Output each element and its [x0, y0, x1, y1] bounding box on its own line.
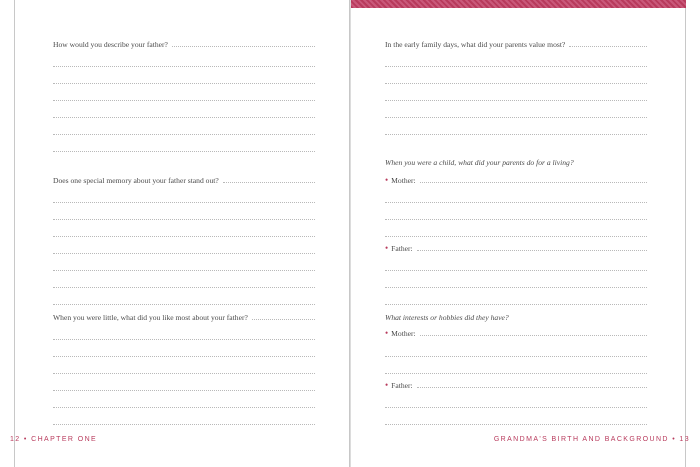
field-label: Father: [391, 244, 413, 253]
heading-parents-occupation [385, 158, 647, 167]
answer-line[interactable] [53, 253, 315, 254]
bullet-icon: • [385, 380, 389, 390]
answer-line[interactable] [53, 236, 315, 237]
answer-line[interactable] [53, 151, 315, 152]
answer-line[interactable] [53, 373, 315, 374]
answer-line[interactable] [420, 335, 647, 336]
heading-parents-hobbies [385, 313, 647, 322]
answer-line[interactable] [172, 45, 315, 47]
question-text: How would you describe your father? [53, 40, 168, 49]
answer-line[interactable] [53, 134, 315, 135]
page-edge-left [0, 0, 15, 467]
section-heading: What interests or hobbies did they have? [385, 313, 509, 322]
answer-line[interactable] [385, 134, 647, 135]
answer-line[interactable] [385, 287, 647, 288]
answer-line[interactable] [252, 318, 315, 320]
answer-line[interactable] [53, 117, 315, 118]
question-father-memory [53, 176, 315, 185]
answer-line[interactable] [385, 100, 647, 101]
answer-line[interactable] [53, 304, 315, 305]
bullet-icon: • [385, 243, 389, 253]
answer-line[interactable] [385, 66, 647, 67]
answer-line[interactable] [53, 100, 315, 101]
answer-line[interactable] [417, 387, 647, 388]
bullet-icon: • [385, 328, 389, 338]
father-occupation-field[interactable] [385, 244, 647, 253]
question-text: Does one special memory about your father stand out? [53, 176, 219, 185]
answer-line[interactable] [53, 339, 315, 340]
bullet-icon: • [385, 175, 389, 185]
answer-line[interactable] [385, 236, 647, 237]
answer-line[interactable] [385, 83, 647, 84]
answer-line[interactable] [385, 373, 647, 374]
question-text: In the early family days, what did your parents value most? [385, 40, 566, 49]
question-father-liked-most [53, 313, 315, 322]
answer-line[interactable] [223, 181, 315, 183]
mother-occupation-field[interactable] [385, 176, 647, 185]
answer-line[interactable] [385, 424, 647, 425]
question-parents-value [385, 40, 647, 49]
answer-line[interactable] [53, 83, 315, 84]
page-edge-right [685, 0, 700, 467]
father-hobbies-field[interactable] [385, 381, 647, 390]
answer-line[interactable] [53, 356, 315, 357]
answer-line[interactable] [385, 356, 647, 357]
right-page [351, 0, 685, 467]
answer-line[interactable] [385, 219, 647, 220]
answer-line[interactable] [53, 424, 315, 425]
answer-line[interactable] [53, 219, 315, 220]
answer-line[interactable] [385, 117, 647, 118]
answer-line[interactable] [53, 287, 315, 288]
question-text: When you were little, what did you like most about your father? [53, 313, 248, 322]
left-page [15, 0, 349, 467]
field-label: Father: [391, 381, 413, 390]
answer-line[interactable] [385, 270, 647, 271]
field-label: Mother: [391, 329, 416, 338]
answer-line[interactable] [53, 390, 315, 391]
question-father-description [53, 40, 315, 49]
section-heading: When you were a child, what did your parents do for a living? [385, 158, 574, 167]
answer-line[interactable] [385, 304, 647, 305]
answer-line[interactable] [53, 66, 315, 67]
footer-right-page-number: GRANDMA'S BIRTH AND BACKGROUND • 13 [493, 436, 690, 443]
answer-line[interactable] [420, 182, 647, 183]
answer-line[interactable] [569, 45, 647, 47]
mother-hobbies-field[interactable] [385, 329, 647, 338]
field-label: Mother: [391, 176, 416, 185]
answer-line[interactable] [385, 202, 647, 203]
answer-line[interactable] [385, 407, 647, 408]
answer-line[interactable] [53, 202, 315, 203]
footer-left-page-number: 12 • CHAPTER ONE [10, 436, 98, 443]
answer-line[interactable] [53, 407, 315, 408]
answer-line[interactable] [53, 270, 315, 271]
answer-line[interactable] [417, 250, 647, 251]
